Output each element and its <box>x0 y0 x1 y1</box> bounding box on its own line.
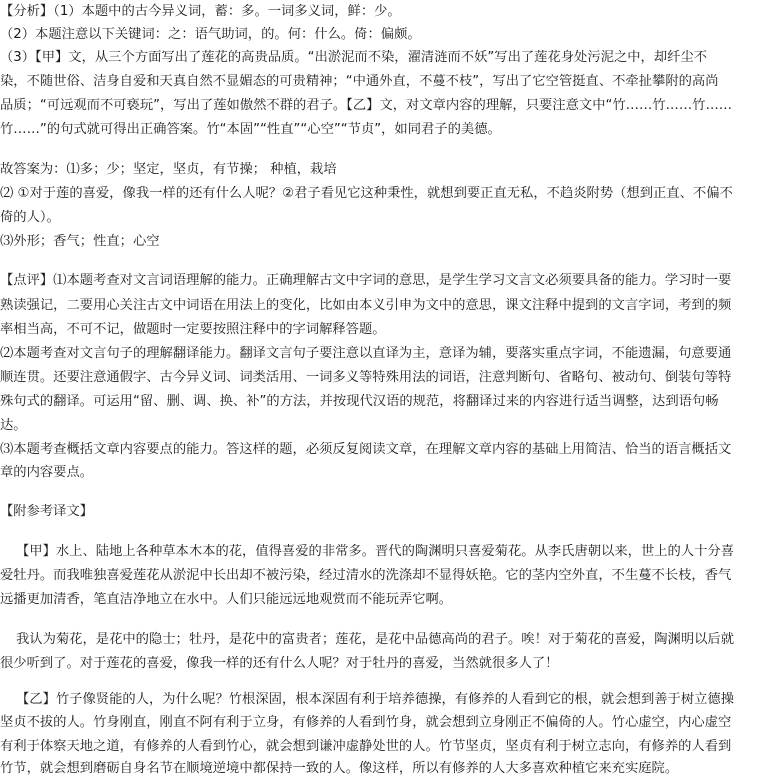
translation-heading: 【附参考译文】 <box>0 504 94 519</box>
comment-line-1: 【点评】⑴本题考查对文言词语理解的能力。正确理解古文中字词的意思，是学生学习文言文必须要具备的能力。学习时一要 <box>0 273 732 288</box>
translation-jia2-line-2: 很少听到了。对于莲花的喜爱，像我一样的还有什么人呢？对于牡丹的喜爱，当然就很多人了！ <box>0 656 559 671</box>
comment-line-4: ⑵本题考查对文言句子的理解翻译能力。翻译文言句子要注意以直译为主，意译为辅，要落实重点字词，不能遗漏，句意要通 <box>0 346 732 361</box>
analysis-line-1: 【分析】（1）本题中的古今异义词，蓄：多。一词多义词，鲜：少。 <box>0 4 401 19</box>
comment-line-7: 达。 <box>0 418 27 433</box>
answer-line-2: ⑵ ①对于莲的喜爱，像我一样的还有什么人呢？②君子看见它这种秉性，就想到要正直无私，不趋炎附势（想到正直、不偏不 <box>0 186 733 201</box>
answer-line-4: ⑶外形；香气；性直；心空 <box>0 234 160 249</box>
analysis-line-3: （3）【甲】文，从三个方面写出了莲花的高贵品质。“出淤泥而不染，濯清涟而不妖”写出了莲花身处污泥之中，却纤尘不 <box>0 50 708 65</box>
analysis-line-4: 染，不随世俗、洁身自爱和天真自然不显媚态的可贵精神；“中通外直，不蔓不枝”，写出了它空管挺直、不牵扯攀附的高尚 <box>0 74 719 89</box>
comment-line-6: 殊句式的翻译。可运用“留、删、调、换、补”的方法，并按现代汉语的规范，将翻译过来的内容进行适当调整，达到语句畅 <box>0 394 719 409</box>
analysis-line-6: 竹……”的句式就可得出正确答案。竹“本固”“性直”“心空”“节贞”，如同君子的美德。 <box>0 122 501 137</box>
analysis-line-2: （2）本题注意以下关键词：之：语气助词，的。何：什么。倚：偏颇。 <box>0 27 421 42</box>
comment-line-2: 熟读强记，二要用心关注古文中词语在用法上的变化，比如由本义引申为文中的意思，课文注释中提到的文言字词，考到的频 <box>0 298 732 313</box>
answer-line-3: 倚的人）。 <box>0 210 60 225</box>
analysis-line-5: 品质；“可远观而不可亵玩”，写出了莲如傲然不群的君子。【乙】文，对文章内容的理解，只要注意文中“竹……竹……竹…… <box>0 98 733 113</box>
translation-yi-line-4: 竹节，就会想到磨砺自身名节在顺境逆境中都保持一致的人。像这样，所以有修养的人大多喜欢种植它来充实庭院。 <box>0 761 679 776</box>
translation-yi-line-2: 坚贞不拔的人。竹身刚直，刚直不阿有利于立身，有修养的人看到竹身，就会想到立身刚正不偏倚的人。竹心虚空，内心虚空 <box>0 715 732 730</box>
translation-jia-line-1: 【甲】水上、陆地上各种草本木本的花，值得喜爱的非常多。晋代的陶渊明只喜爱菊花。从李氏唐朝以来，世上的人十分喜 <box>16 544 735 559</box>
comment-line-5: 顺连贯。还要注意通假字、古今异义词、词类活用、一词多义等特殊用法的词语，注意判断句、省略句、被动句、倒装句等特 <box>0 370 732 385</box>
translation-jia-line-2: 爱牡丹。而我唯独喜爱莲花从淤泥中长出却不被污染，经过清水的洗涤却不显得妖艳。它的茎内空外直，不生蔓不长枝，香气 <box>0 568 732 583</box>
answer-line-1: 故答案为：⑴多；少；坚定，坚贞，有节操； 种植，栽培 <box>0 162 337 177</box>
translation-jia2-line-1: 我认为菊花，是花中的隐士；牡丹，是花中的富贵者；莲花，是花中品德高尚的君子。唉！对于菊花的喜爱，陶渊明以后就 <box>16 632 735 647</box>
comment-line-8: ⑶本题考查概括文章内容要点的能力。答这样的题，必须反复阅读文章，在理解文章内容的基础上用简洁、恰当的语言概括文 <box>0 442 732 457</box>
translation-yi-line-1: 【乙】竹子像贤能的人，为什么呢？竹根深固，根本深固有利于培养德操，有修养的人看到它的根，就会想到善于树立德操 <box>16 692 735 707</box>
translation-yi-line-3: 有利于体察天地之道，有修养的人看到竹心，就会想到谦冲虚静处世的人。竹节坚贞，坚贞有利于树立志向，有修养的人看到 <box>0 739 732 754</box>
comment-line-3: 率相当高，不可不记，做题时一定要按照注释中的字词解释答题。 <box>0 322 386 337</box>
translation-jia-line-3: 远播更加清香，笔直洁净地立在水中。人们只能远远地观赏而不能玩弄它啊。 <box>0 592 453 607</box>
comment-line-9: 章的内容要点。 <box>0 465 94 480</box>
